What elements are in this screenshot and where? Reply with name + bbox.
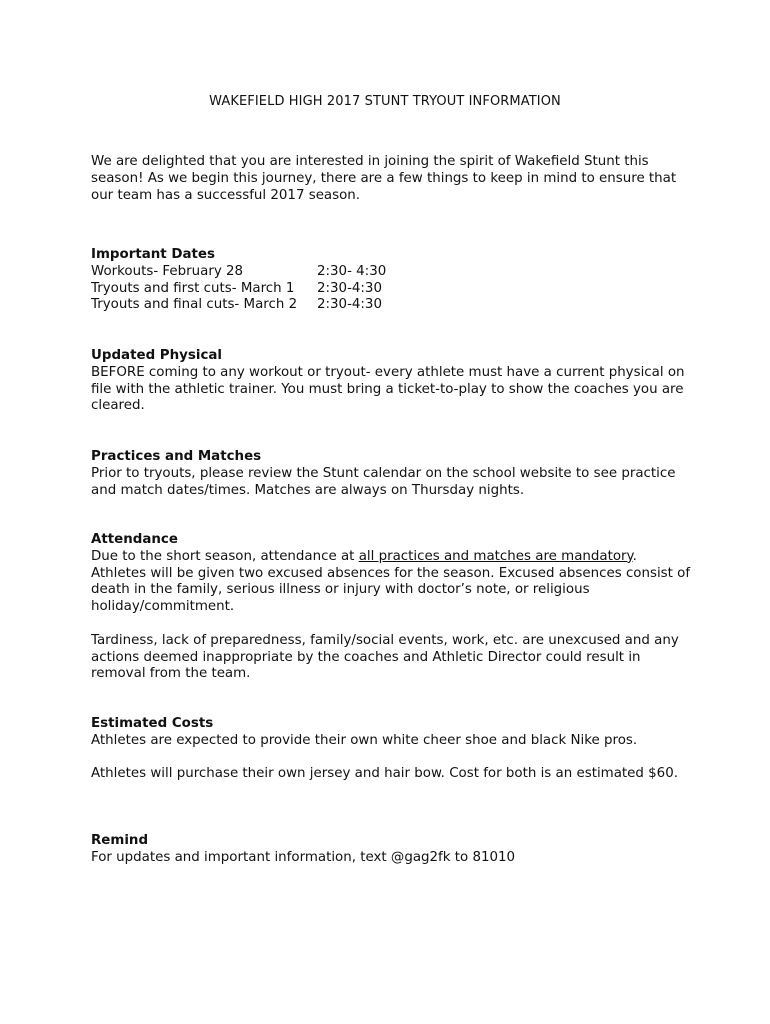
dates-row [91,297,691,314]
costs-section [91,716,691,783]
date-time: 2:30- 4:30 [317,263,387,279]
dates-row [91,281,691,298]
attendance-heading: Attendance [91,532,178,547]
costs-paragraph-1: Athletes are expected to provide their own white cheer shoe and black Nike pros. [91,732,638,748]
dates-row [91,264,691,281]
costs-heading: Estimated Costs [91,716,214,731]
attendance-text-before: Due to the short season, attendance at [91,548,359,564]
date-time: 2:30-4:30 [317,280,382,296]
physical-paragraph: BEFORE coming to any workout or tryout- every athlete must have a current physical on file with the athletic trainer. You must bring a ticket-to-play to show the coaches you are cleared. [91,364,685,414]
important-dates-heading: Important Dates [91,247,215,262]
intro-section [91,154,691,204]
physical-heading: Updated Physical [91,348,223,363]
attendance-paragraph-2: Tardiness, lack of preparedness, family/social events, work, etc. are unexcused and any actions deemed inappropriate by the coaches and Athletic Director could result in removal from the team. [91,632,679,682]
document-title: WAKEFIELD HIGH 2017 STUNT TRYOUT INFORMATION [209,94,561,109]
remind-heading: Remind [91,833,149,848]
attendance-text-after: . Athletes will be given two excused absences for the season. Excused absences consist of death in the family, serious illness or injury with doctor’s note, or religious holiday/commitment. [91,548,691,615]
attendance-paragraph-1 [91,549,691,616]
intro-paragraph: We are delighted that you are interested in joining the spirit of Wakefield Stunt this season! As we begin this journey, there are a few things to keep in mind to ensure that our team has a successful 2017 season. [91,154,677,203]
date-event: Workouts- February 28 [91,263,244,279]
remind-section [91,833,691,867]
costs-paragraph-2: Athletes will purchase their own jersey and hair bow. Cost for both is an estimated $60. [91,766,678,782]
practices-section [91,449,691,499]
date-event: Tryouts and final cuts- March 2 [91,297,298,313]
practices-paragraph: Prior to tryouts, please review the Stunt calendar on the school website to see practice and match dates/times. Matches are always on Thursday nights. [91,465,676,498]
important-dates-section [91,247,691,314]
physical-section [91,348,691,415]
practices-heading: Practices and Matches [91,449,262,464]
date-event: Tryouts and first cuts- March 1 [91,280,295,296]
remind-paragraph: For updates and important information, text @gag2fk to 81010 [91,849,516,865]
mandatory-underline-text: all practices and matches are mandatory [358,548,633,564]
attendance-section [91,532,691,683]
date-time: 2:30-4:30 [317,297,382,313]
